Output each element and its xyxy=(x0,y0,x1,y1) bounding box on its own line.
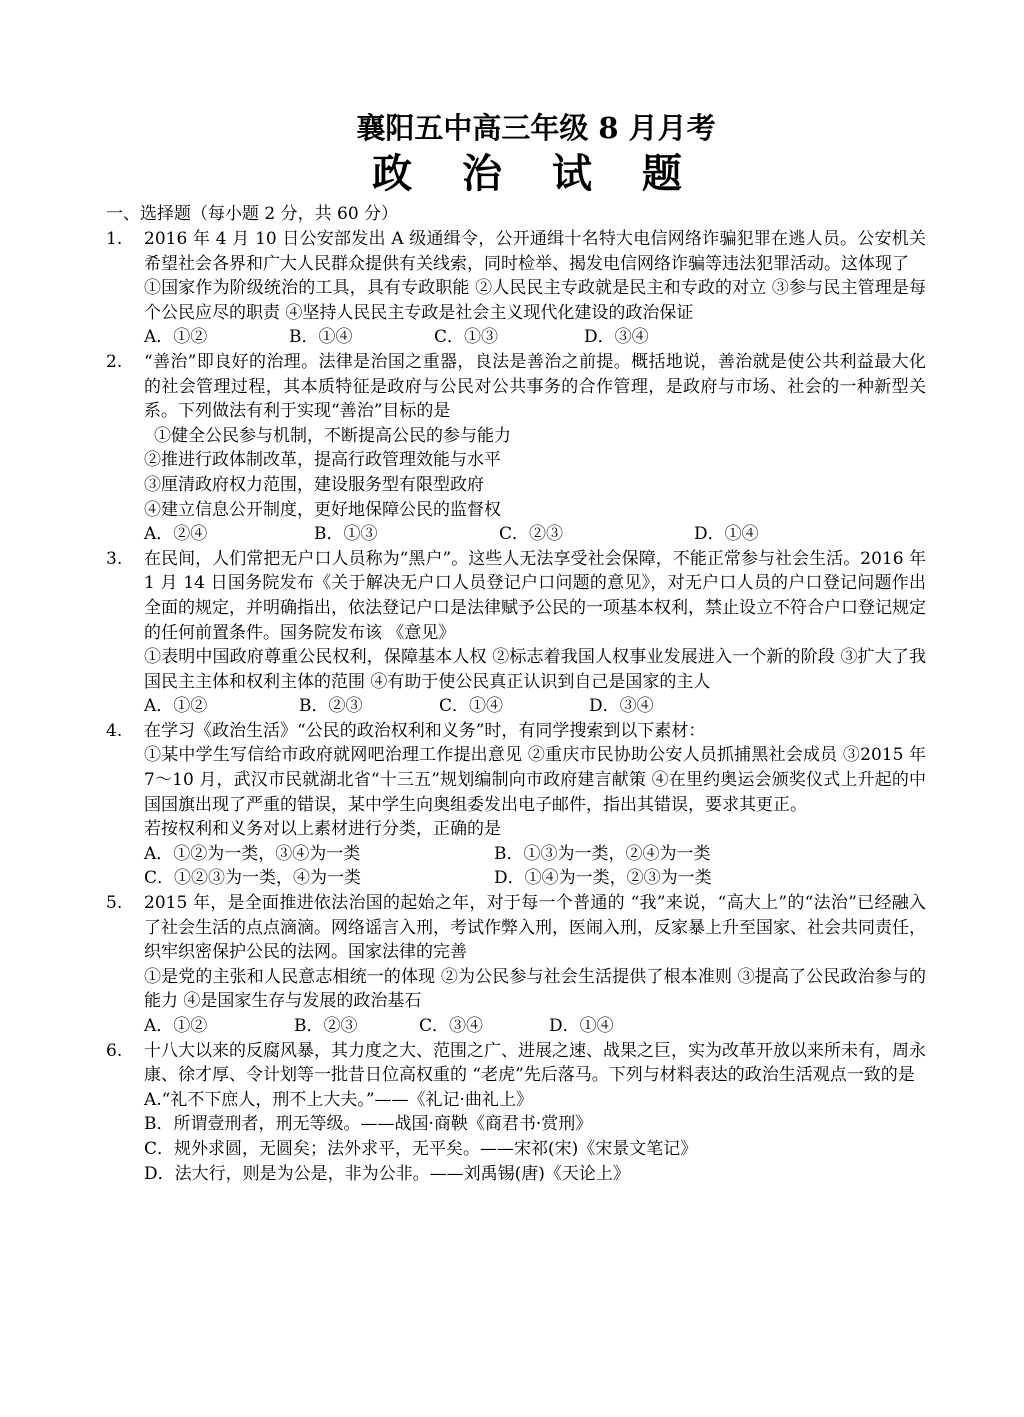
option-b: B．①④ xyxy=(289,327,353,348)
question-prompt: 若按权利和义务对以上素材进行分类，正确的是 xyxy=(144,819,501,840)
option-b: B．②③ xyxy=(299,696,363,717)
question-stem: 在民间，人们常把无户口人员称为“黑户”。这些人无法享受社会保障，不能正常参与社会生活。2016 年 1 月 14 日国务院发布《关于解决无户口人员登记户口问题的意见》，对无户口人员的户口登记问题作出全面的规定，并明确指出，依法登记户口是法律赋予公民的一项基本权利，禁止设立不符合户口登记规定的任何前置条件。国务院发布该 《意见》 xyxy=(144,548,926,643)
question-4 xyxy=(106,719,926,891)
option-b: B．所谓壹刑者，刑无等级。——战国·商鞅《商君书·赏刑》 xyxy=(144,1114,593,1135)
list-item: ②推进行政体制改革，提高行政管理效能与水平 xyxy=(144,450,501,471)
question-stem: 十八大以来的反腐风暴，其力度之大、范围之广、进展之速、战果之巨，实为改革开放以来所未有，周永康、徐才厚、令计划等一批昔日位高权重的 “老虎”先后落马。下列与材料表达的政治生活观点一致的是 xyxy=(144,1040,926,1086)
option-a: A．①②为一类，③④为一类 xyxy=(144,843,361,864)
option-d: D．法大行，则是为公是，非为公非。——刘禹锡(唐)《天论上》 xyxy=(144,1163,630,1184)
list-item: ④建立信息公开制度，更好地保障公民的监督权 xyxy=(144,499,501,520)
question-items: ①表明中国政府尊重公民权利，保障基本人权 ②标志着我国人权事业发展进入一个新的阶段 ③扩大了我国民主主体和权利主体的范围 ④有助于使公民真正认识到自己是国家的主人 xyxy=(144,647,926,692)
question-number: 2. xyxy=(106,351,123,372)
option-c: C．②③ xyxy=(499,524,564,545)
answer-options xyxy=(144,694,926,719)
option-c: C．①③ xyxy=(434,327,499,348)
option-b: B．①③为一类，②④为一类 xyxy=(494,843,711,864)
exam-subject: 政 治 试 题 xyxy=(372,150,700,197)
question-stem: 2015 年，是全面推进依法治国的起始之年，对于每一个普通的 “我”来说，“高大上”的“法治”已经融入了社会生活的点点滴滴。网络谣言入刑，考试作弊入刑，医闹入刑，反家暴上升至国家、社会共同责任，织牢织密保护公民的法网。国家法律的完善 xyxy=(144,893,926,963)
question-6 xyxy=(106,1039,926,1187)
option-a: A.“礼不下庶人，刑不上大夫。”——《礼记·曲礼上》 xyxy=(144,1089,533,1110)
question-stem: “善治”即良好的治理。法律是治国之重器，良法是善治之前提。概括地说，善治就是使公共利益最大化的社会管理过程，其本质特征是政府与公民对公共事务的合作管理，是政府与市场、社会的一种新型关系。下列做法有利于实现“善治”目标的是 xyxy=(144,351,926,422)
option-d: D．①④为一类，②③为一类 xyxy=(494,868,712,889)
option-c: C．③④ xyxy=(419,1016,484,1036)
option-c: C．①④ xyxy=(439,696,504,717)
option-a: A．①② xyxy=(144,1016,208,1036)
question-items: ①某中学生写信给市政府就网吧治理工作提出意见 ②重庆市民协助公安人员抓捕黑社会成员 ③2015 年 7～10 月，武汉市民就湖北省“十三五”规划编制向市政府建言献策 ④在里约奥运会颁奖仪式上升起的中国国旗出现了严重的错误，某中学生向奥组委发出电子邮件，指出其错误，要求其更正。 xyxy=(144,745,926,815)
question-items: ①国家作为阶级统治的工具，具有专政职能 ②人民民主专政就是民主和专政的对立 ③参与民主管理是每个公民应尽的职责 ④坚持人民民主专政是社会主义现代化建设的政治保证 xyxy=(144,278,926,323)
question-2 xyxy=(106,350,926,547)
answer-options xyxy=(144,325,926,350)
question-5 xyxy=(106,891,926,1039)
option-a: A．①② xyxy=(144,327,208,348)
question-items: ①是党的主张和人民意志相统一的体现 ②为公民参与社会生活提供了根本准则 ③提高了公民政治参与的能力 ④是国家生存与发展的政治基石 xyxy=(144,966,926,1012)
list-item: ①健全公民参与机制，不断提高公民的参与能力 xyxy=(154,425,511,446)
option-c: C．①②③为一类，④为一类 xyxy=(144,868,362,889)
question-stem: 在学习《政治生活》“公民的政治权利和义务”时，有同学搜索到以下素材： xyxy=(144,720,706,741)
section-heading: 一、选择题（每小题 2 分，共 60 分） xyxy=(106,204,399,224)
option-c: C．规外求圆，无圆矣；法外求平，无平矣。——宋祁(宋)《宋景文笔记》 xyxy=(144,1138,698,1159)
question-3 xyxy=(106,547,926,719)
option-a: A．②④ xyxy=(144,524,208,545)
answer-options xyxy=(144,1014,926,1039)
exam-title: 襄阳五中高三年级 8 月月考 xyxy=(356,111,716,145)
option-b: B．①③ xyxy=(314,524,378,545)
answer-options xyxy=(144,842,926,891)
question-number: 6. xyxy=(106,1040,123,1061)
question-stem: 2016 年 4 月 10 日公安部发出 A 级通缉令，公开通缉十名特大电信网络诈骗犯罪在逃人员。公安机关希望社会各界和广大人民群众提供有关线索，同时检举、揭发电信网络诈骗等违法犯罪活动。这体现了 xyxy=(144,229,926,274)
question-number: 1. xyxy=(106,229,123,249)
answer-options xyxy=(144,522,926,547)
option-d: D．③④ xyxy=(589,696,654,717)
option-d: D．①④ xyxy=(549,1016,614,1036)
question-number: 3. xyxy=(106,548,123,569)
option-a: A．①② xyxy=(144,696,208,717)
question-number: 5. xyxy=(106,893,123,914)
option-d: D．①④ xyxy=(694,524,759,545)
question-number: 4. xyxy=(106,720,123,741)
option-b: B．②③ xyxy=(294,1016,358,1036)
question-1 xyxy=(106,227,926,350)
option-d: D．③④ xyxy=(584,327,649,348)
list-item: ③厘清政府权力范围，建设服务型有限型政府 xyxy=(144,474,484,495)
